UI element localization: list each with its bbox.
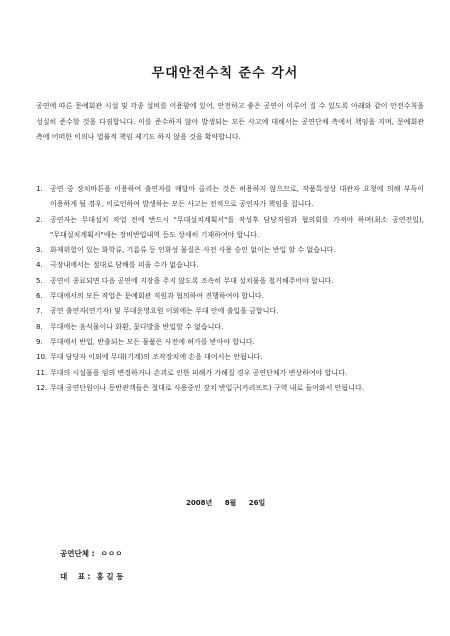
date-day: 26일 <box>248 499 266 507</box>
rule-text: 무대에는 음식물이나 화환, 꽃다발을 반입할 수 없습니다. <box>50 322 224 331</box>
rule-item <box>36 366 424 381</box>
organization-label: 공연단체 : <box>60 549 95 558</box>
rule-number: 2. <box>36 215 43 224</box>
rule-text: 공연이 종료되면 다음 공연에 지장을 주지 않도록 조속히 무대 설치물을 철거해주어야 합니다. <box>50 276 334 285</box>
rule-number: 12. <box>36 383 48 392</box>
rule-number: 4. <box>36 261 43 270</box>
rule-number: 5. <box>36 276 43 285</box>
rule-text: 무대의 시설물을 임의 변경하거나 손괴로 인한 피해가 가해질 경우 공연단체가 변상하여야 합니다. <box>50 368 348 377</box>
rule-item <box>36 335 424 350</box>
rule-number: 7. <box>36 307 43 316</box>
intro-paragraph: 공연에 따른 문예회관 시설 및 각종 설비를 이용함에 있어, 안전하고 좋은 공연이 이루어 질 수 있도록 아래와 같이 안전수칙을 성실히 준수할 것을 다짐합니다. 이를 준수하지 않아 발생되는 모든 사고에 대해서는 공연단체 측에서 책임을 지며, 문예회관 측에 어떠한 이의나 법률적 책임 제기도 하지 않을 것을 확약합니다. <box>36 102 424 141</box>
rule-text: 화재위험이 있는 화학류, 기름류 등 인화성 물질은 사전 사용 승인 없이는 반입 할 수 없습니다. <box>50 246 336 255</box>
rule-number: 1. <box>36 185 43 193</box>
rule-number: 9. <box>36 337 43 346</box>
representative-value: 홍 길 동 <box>96 572 124 581</box>
rule-text: 극장내에서는 절대로 담배를 피울 수가 없습니다. <box>50 261 199 270</box>
rule-text: 공연 출연자(연기자) 및 무대운영요원 이외에는 무대 안에 출입을 금합니다. <box>50 307 279 316</box>
rule-item <box>36 182 424 213</box>
rule-number: 11. <box>36 368 48 377</box>
rule-number: 10. <box>36 353 48 362</box>
rule-item <box>36 289 424 304</box>
rule-number: 3. <box>36 246 43 255</box>
rule-item <box>36 274 424 289</box>
rule-item <box>36 304 424 319</box>
rule-item <box>36 350 424 365</box>
rule-item <box>36 243 424 258</box>
rule-item <box>36 381 424 396</box>
date-year: 2008년 <box>186 499 213 507</box>
rule-text: 공연자는 무대설치 작업 전에 반드시 "무대설치계획서"를 작성후 담당직원과 협의회를 가져야 하며(최소 공연전일), "무대설치계획서"에는 장비반입내역 등도 상세히 기재하여야 합니다. <box>50 215 424 239</box>
document-date <box>186 498 275 508</box>
rule-number: 6. <box>36 292 43 301</box>
rule-text: 무대에서 반입, 반출되는 모든 물품은 사전에 허가를 받아야 합니다. <box>50 337 255 346</box>
rule-text: 무대에서의 모든 작업은 문예회관 직원과 협의하여 진행하여야 합니다. <box>50 292 264 301</box>
signature-organization <box>60 548 122 559</box>
rule-text: 무대 담당자 이외에 무대(기계)의 조작장치에 손을 대어서는 안됩니다. <box>50 353 263 362</box>
rules-list <box>36 182 424 396</box>
date-month: 8월 <box>224 499 237 507</box>
signature-representative <box>60 571 124 582</box>
rule-text: 무대 공연단원이나 동반관객들은 절대로 사용중인 장치 반입구(카리프트) 구역 내로 들어와서 안됩니다. <box>50 383 364 392</box>
rule-item <box>36 213 424 244</box>
rule-item <box>36 320 424 335</box>
rule-item <box>36 258 424 273</box>
rule-text: 공연 중 장치바튼을 이용하여 출연자를 매달아 올리는 것은 허용하지 않으므로, 작품특성상 대관자 요청에 의해 부득이 이용하게 될 경우, 이로인하여 발생하는 모든 사고는 전적으로 공연자가 책임을 집니다. <box>50 185 424 209</box>
document-title: 무대안전수칙 준수 각서 <box>151 66 299 81</box>
organization-value: ㅇㅇㅇ <box>100 549 123 558</box>
representative-label: 대 표 : <box>60 572 91 581</box>
rule-number: 8. <box>36 322 43 331</box>
